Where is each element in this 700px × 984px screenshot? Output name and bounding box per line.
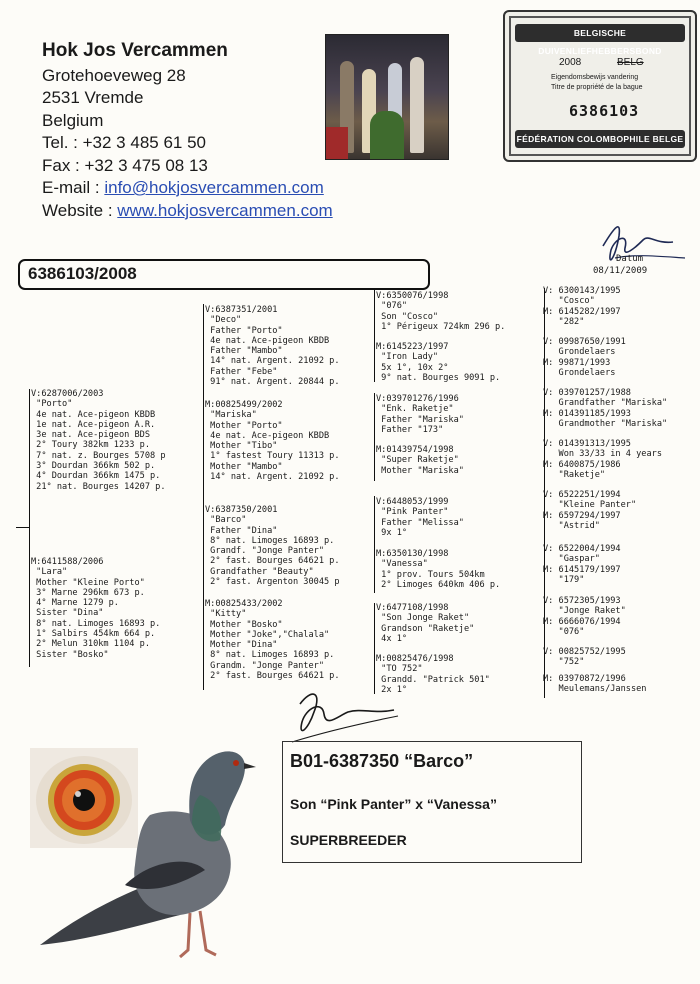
pedigree-g7: V: 014391313/1995 Won 33/33 in 4 years — [543, 439, 662, 460]
loft-name: Hok Jos Vercammen — [42, 40, 228, 61]
pedigree-g1: V: 6300143/1995 "Cosco" — [543, 286, 621, 307]
website-label: Website : — [42, 200, 118, 220]
pedigree-g10: M: 6597294/1997 "Astrid" — [543, 511, 621, 532]
pedigree-ssd: M:6145223/1997 "Iron Lady" 5x 1°, 10x 2° 9° nat. Bourges 9091 p. — [376, 342, 501, 383]
pigeon-photo — [30, 745, 270, 970]
pedigree-bracket — [203, 304, 204, 510]
contact-block — [42, 40, 333, 222]
certificate-country: BELG — [617, 57, 644, 68]
fax: Fax : +32 3 475 08 13 — [42, 155, 208, 175]
pedigree-bracket — [374, 290, 375, 382]
pedigree-g4: M: 99871/1993 Grondelaers — [543, 358, 616, 379]
ring-title: 6386103/2008 — [28, 264, 137, 283]
pedigree-g6: M: 014391185/1993 Grandmother "Mariska" — [543, 409, 668, 430]
certificate-ring-number: 6386103 — [569, 102, 640, 120]
pedigree-g11: V: 6522004/1994 "Gaspar" — [543, 544, 621, 565]
pedigree-bracket — [374, 496, 375, 593]
country: Belgium — [42, 110, 104, 130]
pedigree-g3: V: 09987650/1991 Grondelaers — [543, 337, 626, 358]
pedigree-g15: V: 00825752/1995 "752" — [543, 647, 626, 668]
info-title: B01-6387350 “Barco” — [290, 751, 474, 771]
pedigree-g8: M: 6400875/1986 "Raketje" — [543, 460, 621, 481]
pedigree-bracket — [203, 504, 204, 690]
certificate-line2: Titre de propriété de la bague — [551, 84, 643, 91]
certificate-year: 2008 — [559, 57, 582, 68]
pedigree-g2: M: 6145282/1997 "282" — [543, 307, 621, 328]
pedigree-dam-dam: M:00825433/2002 "Kitty" Mother "Bosko" Mother "Joke","Chalala" Mother "Dina" 8° nat. Limoges 16893 p. Grandm. "Jonge Panter" 2° fast. Bourges 64621 p. — [205, 599, 340, 682]
email-row — [42, 177, 333, 200]
pedigree-dss: V:6448053/1999 "Pink Panter" Father "Melissa" 9x 1° — [376, 497, 464, 538]
city: 2531 Vremde — [42, 88, 144, 107]
email-label: E-mail : — [42, 178, 105, 197]
pedigree-sire-sire: V:6387351/2001 "Deco" Father "Porto" 4e nat. Ace-pigeon KBDB Father "Mambo" 14° nat. Argent. 21092 p. Father "Febe" 91° nat. Argent. 20844 p. — [205, 305, 340, 388]
pedigree-sss: V:6350076/1998 "076" Son "Cosco" 1° Périgeux 724km 296 p. — [376, 291, 506, 332]
pedigree-bracket — [374, 603, 375, 694]
pedigree-g13: V: 6572305/1993 "Jonge Raket" — [543, 596, 626, 617]
pedigree-dam-sire: V:6387350/2001 "Barco" Father "Dina" 8° nat. Limoges 16893 p. Grandf. "Jonge Panter" 2° fast. Bourges 64621 p. Grandfather "Beauty" 2° fast. Argenton 30045 p — [205, 505, 340, 588]
team-photo — [325, 34, 449, 160]
website-link[interactable]: www.hokjosvercammen.com — [117, 200, 333, 220]
pedigree-dam: M:6411588/2006 "Lara" Mother "Kleine Porto" 3° Marne 296km 673 p. 4° Marne 1279 p. Sister "Dina" 8° nat. Limoges 16893 p. 1° Salbirs 454km 664 p. 2° Melun 310km 1104 p. Sister "Bosko" — [31, 557, 161, 660]
pedigree-g16: M: 03970872/1996 Meulemans/Janssen — [543, 674, 647, 695]
pedigree-dsd: M:6350130/1998 "Vanessa" 1° prov. Tours 504km 2° Limoges 640km 406 p. — [376, 549, 501, 590]
ring-title-box — [18, 259, 430, 290]
telephone: Tel. : +32 3 485 61 50 — [42, 133, 206, 152]
photo-trophy — [326, 127, 348, 159]
info-tag: SUPERBREEDER — [290, 832, 407, 848]
pedigree-g12: M: 6145179/1997 "179" — [543, 565, 621, 586]
pedigree-bracket — [29, 389, 30, 667]
pedigree-ddd: M:00825476/1998 "TO 752" Grandd. "Patrick 501" 2x 1° — [376, 654, 490, 695]
pedigree-sire-dam: M:00825499/2002 "Mariska" Mother "Porto" 4e nat. Ace-pigeon KBDB Mother "Tibo" 1° fastest Toury 11313 p. Mother "Mambo" 14° nat. Argent. 21092 p. — [205, 400, 340, 483]
pedigree-g14: M: 6666076/1994 "076" — [543, 617, 621, 638]
pedigree-connector — [16, 527, 30, 528]
photo-plant — [370, 111, 404, 159]
datum-label: Datum — [616, 254, 644, 264]
certificate-bottom-band: FÉDÉRATION COLOMBOPHILE BELGE — [515, 130, 685, 148]
pedigree-g9: V: 6522251/1994 "Kleine Panter" — [543, 490, 637, 511]
email-link[interactable]: info@hokjosvercammen.com — [104, 178, 324, 197]
pedigree-g5: V: 039701257/1988 Grandfather "Mariska" — [543, 388, 668, 409]
pedigree-sire: V:6287006/2003 "Porto" 4e nat. Ace-pigeon KBDB 1e nat. Ace-pigeon A.R. 3e nat. Ace-pigeon BDS 2° Toury 382km 1233 p. 7° nat. z. Bourges 5708 p 3° Dourdan 366km 502 p. 4° Dourdan 366km 1475 p. 21° nat. Bourges 14207 p. — [31, 389, 166, 492]
ring-certificate — [503, 10, 697, 162]
info-subtitle: Son “Pink Panter” x “Vanessa” — [290, 796, 497, 812]
certificate-line1: Eigendomsbewijs vandering — [551, 74, 639, 81]
pedigree-bracket — [374, 393, 375, 481]
signature-date: 08/11/2009 — [593, 266, 648, 276]
photo-person — [410, 57, 424, 153]
pedigree-sdd: M:01439754/1998 "Super Raketje" Mother "Mariska" — [376, 445, 464, 476]
pedigree-dds: V:6477108/1998 "Son Jonge Raket" Grandson "Raketje" 4x 1° — [376, 603, 475, 644]
street: Grotehoeveweg 28 — [42, 65, 186, 85]
certificate-top-band: BELGISCHE DUIVENLIEFHEBBERSBOND — [515, 24, 685, 42]
pedigree-sds: V:039701276/1996 "Enk. Raketje" Father "Mariska" Father "173" — [376, 394, 464, 435]
website-row — [42, 200, 333, 223]
